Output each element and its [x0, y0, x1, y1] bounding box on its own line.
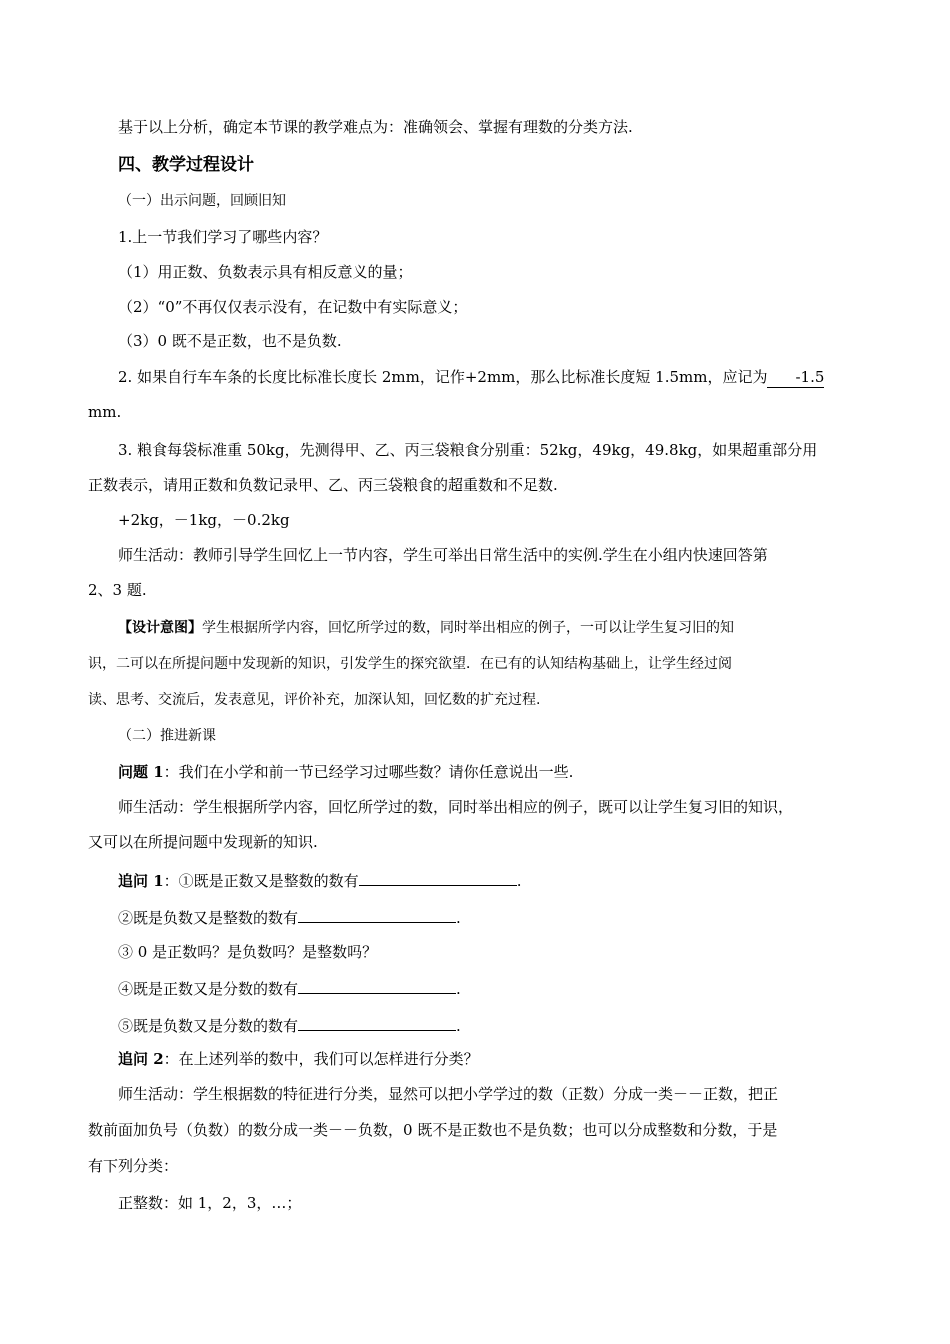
question-3-line-2: 正数表示，请用正数和负数记录甲、乙、丙三袋粮食的超重数和不足数.: [88, 476, 558, 494]
follow-up-2-text: ：在上述列举的数中，我们可以怎样进行分类？: [163, 1050, 479, 1068]
follow-up-2: [118, 1049, 479, 1069]
follow-up-1-b-text: ②既是负数又是整数的数有: [118, 909, 299, 927]
period: .: [456, 980, 461, 998]
activity-2-line-2: 又可以在所提问题中发现新的知识.: [88, 833, 318, 851]
question-1: 1.上一节我们学习了哪些内容？: [118, 228, 328, 246]
follow-up-1-b: [118, 906, 461, 928]
question-2-unit: mm.: [88, 403, 122, 421]
answer-blank[interactable]: [298, 1014, 456, 1031]
question-2-text: 2. 如果自行车车条的长度比标准长度长 2mm，记作+2mm，那么比标准长度短 1.5mm，应记为: [118, 368, 768, 386]
section-heading-4: 四、教学过程设计: [118, 155, 254, 175]
answer-blank[interactable]: [359, 869, 517, 886]
follow-up-1-a: [118, 869, 521, 891]
follow-up-1-label: 追问 1: [118, 872, 164, 890]
question-3-line-1: 3. 粮食每袋标准重 50kg，先测得甲、乙、丙三袋粮食分别重：52kg，49kg，49.8kg，如果超重部分用: [118, 441, 818, 459]
period: .: [456, 909, 461, 927]
question-1-item-1: （1）用正数、负数表示具有相反意义的量；: [118, 263, 413, 281]
subsection-heading-2: （二）推进新课: [118, 728, 216, 744]
follow-up-2-label: 追问 2: [118, 1050, 164, 1068]
follow-up-1-text: ：①既是正数又是整数的数有: [163, 872, 359, 890]
question-1-item-2: （2）“0”不再仅仅表示没有，在记数中有实际意义；: [118, 298, 468, 316]
follow-up-1-d-text: ④既是正数又是分数的数有: [118, 980, 299, 998]
follow-up-1-d: [118, 977, 461, 999]
period: .: [516, 872, 522, 890]
answer-blank[interactable]: [298, 977, 456, 994]
paragraph-difficulty: 基于以上分析，确定本节课的教学难点为：准确领会、掌握有理数的分类方法.: [118, 118, 633, 136]
design-intent-label: 【设计意图】: [118, 620, 202, 636]
follow-up-1-c: ③ 0 是正数吗？是负数吗？是整数吗？: [118, 943, 378, 961]
activity-3-line-3: 有下列分类：: [88, 1157, 179, 1175]
design-intent-text: 学生根据所学内容，回忆所学过的数，同时举出相应的例子，一可以让学生复习旧的知: [202, 620, 734, 636]
activity-1-line-1: 师生活动：教师引导学生回忆上一节内容，学生可举出日常生活中的实例.学生在小组内快速回答第: [118, 546, 768, 564]
period: .: [456, 1017, 461, 1035]
positive-integers-line: 正整数：如 1，2，3，…；: [118, 1194, 302, 1212]
question-2-answer: -1.5: [767, 367, 824, 388]
follow-up-1-e: [118, 1014, 461, 1036]
activity-3-line-1: 师生活动：学生根据数的特征进行分类，显然可以把小学学过的数（正数）分成一类－－正数，把正: [118, 1085, 779, 1103]
activity-1-line-2: 2、3 题.: [88, 581, 147, 599]
subsection-heading-1: （一）出示问题，回顾旧知: [118, 193, 286, 209]
problem-1-label: 问题 1: [118, 763, 164, 781]
question-3-answer: +2kg，－1kg，－0.2kg: [118, 511, 290, 529]
design-intent-line-3: 读、思考、交流后，发表意见，评价补充，加深认知，回忆数的扩充过程.: [88, 692, 541, 708]
design-intent-line-1: [118, 618, 734, 638]
design-intent-line-2: 识，二可以在所提问题中发现新的知识，引发学生的探究欲望．在已有的认知结构基础上，让学生经过阅: [88, 656, 732, 672]
activity-3-line-2: 数前面加负号（负数）的数分成一类－－负数，0 既不是正数也不是负数；也可以分成整数和分数，于是: [88, 1121, 778, 1139]
answer-blank[interactable]: [298, 906, 456, 923]
question-2: [118, 367, 824, 388]
problem-1-text: ：我们在小学和前一节已经学习过哪些数？请你任意说出一些.: [163, 763, 574, 781]
question-1-item-3: （3）0 既不是正数，也不是负数.: [118, 332, 342, 350]
follow-up-1-e-text: ⑤既是负数又是分数的数有: [118, 1017, 299, 1035]
problem-1: [118, 762, 573, 782]
activity-2-line-1: 师生活动：学生根据所学内容，回忆所学过的数，同时举出相应的例子，既可以让学生复习旧的知识，: [118, 798, 794, 816]
